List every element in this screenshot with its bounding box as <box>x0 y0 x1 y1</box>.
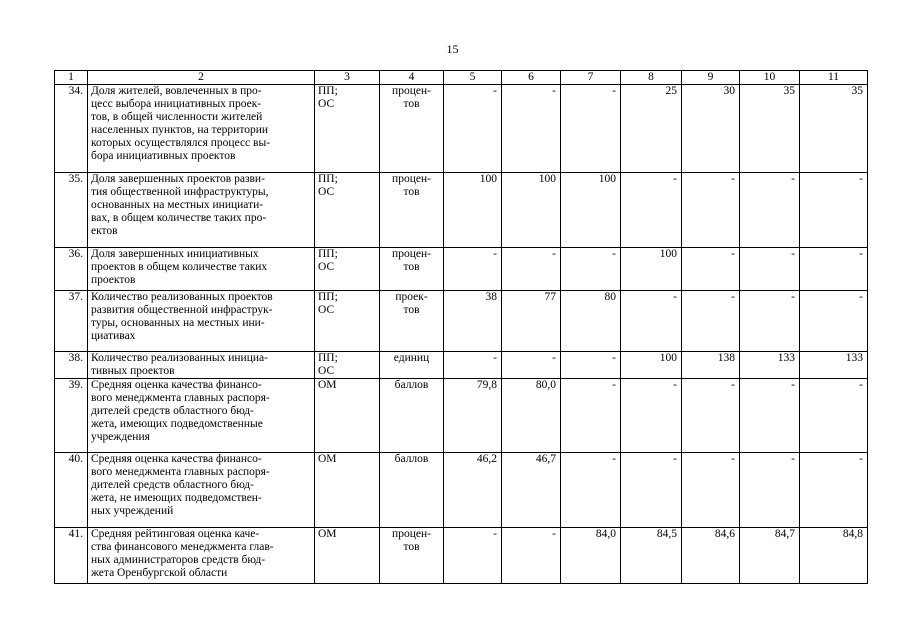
value-cell: 46,7 <box>502 453 561 528</box>
value-cell: - <box>682 291 740 352</box>
value-cell: - <box>621 291 682 352</box>
value-cell: 35 <box>800 85 868 173</box>
value-cell: - <box>561 248 621 291</box>
value-cell: - <box>621 379 682 453</box>
header-cell: 10 <box>740 71 800 85</box>
row-number-cell: 38. <box>55 352 88 379</box>
source-cell: ОМ <box>315 453 380 528</box>
value-cell: 133 <box>740 352 800 379</box>
source-cell: ОМ <box>315 379 380 453</box>
value-cell: - <box>682 248 740 291</box>
unit-cell: единиц <box>380 352 444 379</box>
header-cell: 8 <box>621 71 682 85</box>
value-cell: 100 <box>621 352 682 379</box>
row-number-cell: 39. <box>55 379 88 453</box>
table-row <box>55 528 868 584</box>
value-cell: - <box>444 528 502 584</box>
value-cell: 35 <box>740 85 800 173</box>
table-row <box>55 291 868 352</box>
value-cell: 84,0 <box>561 528 621 584</box>
value-cell: 84,7 <box>740 528 800 584</box>
value-cell: 84,8 <box>800 528 868 584</box>
row-number-cell: 36. <box>55 248 88 291</box>
source-cell: ОМ <box>315 528 380 584</box>
value-cell: 80 <box>561 291 621 352</box>
header-cell: 2 <box>88 71 315 85</box>
value-cell: - <box>800 291 868 352</box>
value-cell: 46,2 <box>444 453 502 528</box>
unit-cell: проек- тов <box>380 291 444 352</box>
value-cell: - <box>502 85 561 173</box>
value-cell: - <box>740 379 800 453</box>
value-cell: - <box>502 352 561 379</box>
table-row <box>55 85 868 173</box>
indicator-name-cell: Средняя рейтинговая оценка каче- ства финансового менеджмента глав- ных администраторов средств бюд- жета Оренбургской области <box>88 528 315 584</box>
table-row <box>55 173 868 248</box>
header-cell: 1 <box>55 71 88 85</box>
unit-cell: процен- тов <box>380 173 444 248</box>
row-number-cell: 34. <box>55 85 88 173</box>
value-cell: - <box>800 453 868 528</box>
source-cell: ПП; ОС <box>315 248 380 291</box>
value-cell: - <box>682 453 740 528</box>
value-cell: - <box>800 173 868 248</box>
value-cell: - <box>621 173 682 248</box>
value-cell: 38 <box>444 291 502 352</box>
unit-cell: баллов <box>380 453 444 528</box>
indicators-table <box>54 70 868 584</box>
header-cell: 5 <box>444 71 502 85</box>
value-cell: - <box>502 528 561 584</box>
header-cell: 4 <box>380 71 444 85</box>
value-cell: - <box>740 291 800 352</box>
value-cell: - <box>800 379 868 453</box>
row-number-cell: 37. <box>55 291 88 352</box>
row-number-cell: 41. <box>55 528 88 584</box>
indicator-name-cell: Средняя оценка качества финансо- вого менеджмента главных распоря- дителей средств областного бюд- жета, имеющих подведомственные учреждения <box>88 379 315 453</box>
table-body <box>55 71 868 584</box>
indicator-name-cell: Доля завершенных проектов разви- тия общественной инфраструктуры, основанных на местных инициати- вах, в общем количестве таких про- ектов <box>88 173 315 248</box>
unit-cell: процен- тов <box>380 248 444 291</box>
unit-cell: процен- тов <box>380 85 444 173</box>
value-cell: 77 <box>502 291 561 352</box>
value-cell: - <box>561 85 621 173</box>
value-cell: - <box>561 453 621 528</box>
value-cell: 100 <box>444 173 502 248</box>
value-cell: 133 <box>800 352 868 379</box>
value-cell: 138 <box>682 352 740 379</box>
source-cell: ПП; ОС <box>315 291 380 352</box>
value-cell: - <box>561 379 621 453</box>
header-cell: 7 <box>561 71 621 85</box>
value-cell: - <box>800 248 868 291</box>
value-cell: 100 <box>561 173 621 248</box>
unit-cell: баллов <box>380 379 444 453</box>
table-row <box>55 379 868 453</box>
value-cell: 80,0 <box>502 379 561 453</box>
value-cell: 79,8 <box>444 379 502 453</box>
page-number: 15 <box>446 42 459 56</box>
table-row <box>55 352 868 379</box>
value-cell: 84,6 <box>682 528 740 584</box>
value-cell: - <box>502 248 561 291</box>
value-cell: - <box>444 85 502 173</box>
header-cell: 3 <box>315 71 380 85</box>
value-cell: - <box>621 453 682 528</box>
indicator-name-cell: Доля завершенных инициативных проектов в общем количестве таких проектов <box>88 248 315 291</box>
value-cell: - <box>740 453 800 528</box>
table-row <box>55 453 868 528</box>
value-cell: 100 <box>502 173 561 248</box>
source-cell: ПП; ОС <box>315 352 380 379</box>
header-row <box>55 71 868 85</box>
value-cell: - <box>444 352 502 379</box>
source-cell: ПП; ОС <box>315 85 380 173</box>
table-row <box>55 248 868 291</box>
row-number-cell: 40. <box>55 453 88 528</box>
value-cell: - <box>682 173 740 248</box>
value-cell: - <box>740 248 800 291</box>
value-cell: 25 <box>621 85 682 173</box>
header-cell: 11 <box>800 71 868 85</box>
value-cell: - <box>561 352 621 379</box>
indicator-name-cell: Средняя оценка качества финансо- вого менеджмента главных распоря- дителей средств областного бюд- жета, не имеющих подведомствен- ных учреждений <box>88 453 315 528</box>
header-cell: 9 <box>682 71 740 85</box>
row-number-cell: 35. <box>55 173 88 248</box>
unit-cell: процен- тов <box>380 528 444 584</box>
header-cell: 6 <box>502 71 561 85</box>
indicator-name-cell: Количество реализованных инициа- тивных проектов <box>88 352 315 379</box>
value-cell: - <box>444 248 502 291</box>
value-cell: - <box>740 173 800 248</box>
indicator-name-cell: Доля жителей, вовлеченных в про- цесс выбора инициативных проек- тов, в общей численности жителей населенных пунктов, на территории которых осуществлялся процесс вы- бора инициативных проектов <box>88 85 315 173</box>
value-cell: 84,5 <box>621 528 682 584</box>
source-cell: ПП; ОС <box>315 173 380 248</box>
value-cell: 100 <box>621 248 682 291</box>
indicator-name-cell: Количество реализованных проектов развития общественной инфраструк- туры, основанных на местных ини- циативах <box>88 291 315 352</box>
value-cell: 30 <box>682 85 740 173</box>
value-cell: - <box>682 379 740 453</box>
